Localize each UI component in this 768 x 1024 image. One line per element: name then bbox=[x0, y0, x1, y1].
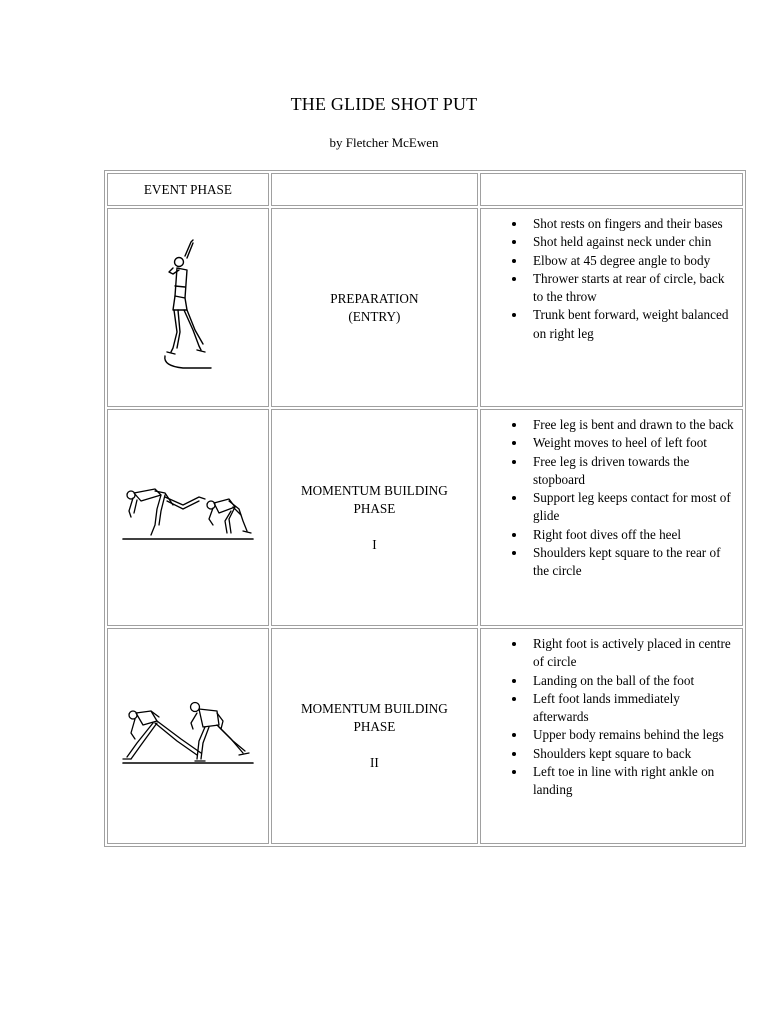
list-item: • Free leg is bent and drawn to the back bbox=[527, 416, 736, 434]
phase-name: PREPARATION bbox=[330, 290, 419, 306]
points-list bbox=[481, 215, 736, 343]
list-item: • Shoulders kept square to back bbox=[527, 745, 736, 763]
table-row bbox=[107, 628, 743, 844]
shot-put-momentum-one-figure-icon bbox=[121, 485, 255, 551]
list-item: • Left foot lands immediately afterwards bbox=[527, 690, 736, 727]
list-item: • Shot held against neck under chin bbox=[527, 233, 736, 251]
list-item: • Free leg is driven towards the stopboard bbox=[527, 453, 736, 490]
figure-cell bbox=[107, 628, 269, 844]
header-col2 bbox=[271, 173, 478, 206]
list-item: • Weight moves to heel of left foot bbox=[527, 434, 736, 452]
list-item: • Right foot dives off the heel bbox=[527, 526, 736, 544]
table-row bbox=[107, 409, 743, 626]
list-item: • Left toe in line with right ankle on landing bbox=[527, 763, 736, 800]
shot-put-momentum-two-figure-icon bbox=[121, 699, 255, 773]
phase-cell bbox=[271, 628, 478, 844]
points-cell bbox=[480, 208, 743, 407]
table-header-row bbox=[107, 173, 743, 206]
list-item: • Shoulders kept square to the rear of the circle bbox=[527, 544, 736, 581]
phase-name: MOMENTUM BUILDING bbox=[300, 482, 448, 498]
header-col3 bbox=[480, 173, 743, 206]
points-list bbox=[481, 416, 736, 581]
list-item: • Upper body remains behind the legs bbox=[527, 726, 736, 744]
table-row bbox=[107, 208, 743, 407]
figure-cell bbox=[107, 208, 269, 407]
phase-cell bbox=[271, 409, 478, 626]
points-cell bbox=[480, 409, 743, 626]
phase-table bbox=[104, 170, 746, 847]
list-item: • Trunk bent forward, weight balanced on right leg bbox=[527, 306, 736, 343]
list-item: • Support leg keeps contact for most of glide bbox=[527, 489, 736, 526]
phase-name: MOMENTUM BUILDING bbox=[300, 701, 448, 716]
list-item: • Landing on the ball of the foot bbox=[527, 672, 736, 690]
phase-number: I bbox=[372, 536, 377, 552]
phase-subname: PHASE bbox=[353, 719, 396, 734]
shot-put-preparation-figure-icon bbox=[153, 238, 223, 378]
header-event-phase: EVENT PHASE bbox=[107, 173, 269, 206]
figure-cell bbox=[107, 409, 269, 626]
points-list bbox=[481, 635, 736, 800]
document-byline: by Fletcher McEwen bbox=[329, 135, 439, 150]
phase-subname: PHASE bbox=[353, 500, 396, 516]
document-title: THE GLIDE SHOT PUT bbox=[290, 94, 478, 114]
list-item: • Elbow at 45 degree angle to body bbox=[527, 252, 736, 270]
phase-subname: (ENTRY) bbox=[348, 308, 401, 324]
list-item: • Thrower starts at rear of circle, back to the throw bbox=[527, 270, 736, 307]
list-item: • Shot rests on fingers and their bases bbox=[527, 215, 736, 233]
phase-number: II bbox=[369, 755, 379, 770]
phase-cell bbox=[271, 208, 478, 407]
list-item: • Right foot is actively placed in centre of circle bbox=[527, 635, 736, 672]
points-cell bbox=[480, 628, 743, 844]
